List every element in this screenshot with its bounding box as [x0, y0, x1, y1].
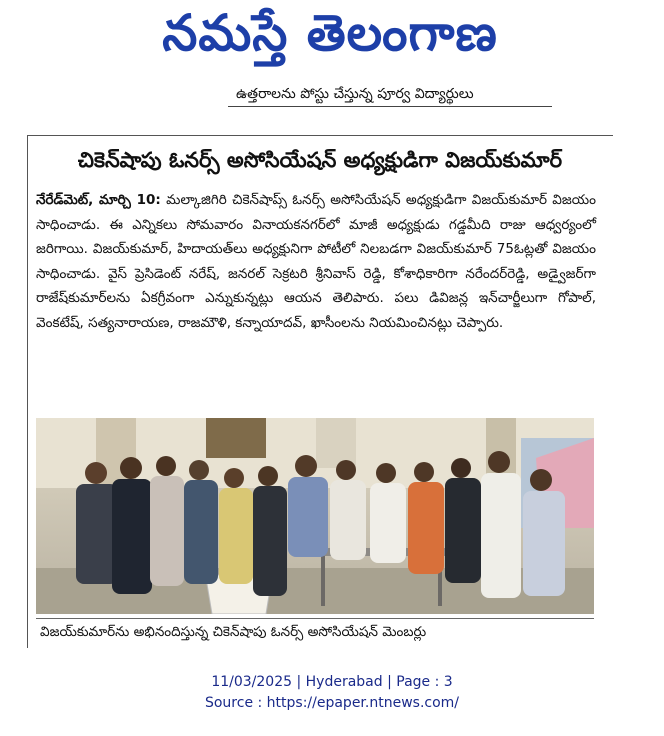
photo-caption: విజయ్‌కుమార్‌ను అభినందిస్తున్న చికెన్‌షాపు ఓనర్స్ అసోసియేషన్ మెంబర్లు: [40, 624, 427, 640]
footer-source-line: Source : https://epaper.ntnews.com/: [204, 695, 460, 711]
article-body: [36, 188, 596, 335]
group-photo-illustration: [36, 418, 594, 614]
footer: [0, 672, 664, 714]
masthead: [60, 3, 600, 70]
article-paragraph: మల్కాజిగిరి చికెన్‌షాప్స్ ఓనర్స్ అసోసియేషన్ అధ్యక్షుడిగా విజయ్‌కుమార్ విజయం సాధించాడు. ఈ ఎన్నికలు సోమవారం వినాయకనగర్‌లో మాజీ అధ్యక్షుడు గడ్డమీది రాజు ఆధ్వర్యంలో జరిగాయి. విజయ్‌కుమార్, హిదాయత్‌లు అధ్యక్షునిగా పోటీలో నిలబడగా విజయ్‌కుమార్ 75ఓట్లతో విజయం సాధించాడు. వైస్ ప్రెసిడెంట్ నరేష్, జనరల్ సెక్రటరి శ్రీనివాస్ రెడ్డి, కోశాధికారిగా నరేందర్‌రెడ్డి, అడ్వైజర్‌గా రాజేష్‌కుమార్‌లను ఏకగ్రీవంగా ఎన్నుకున్నట్లు ఆయన తెలిపారు. పలు డివిజన్ల ఇన్‌చార్జీలుగా గోపాల్, వెంకటేష్, సత్యనారాయణ, రాజమౌళి, కన్నాయాదవ్, ఖాసీంలను నియమించినట్లు చెప్పారు.: [36, 192, 596, 331]
caption-rule: [36, 618, 594, 619]
article-dateline: నేరేడ్‌మెట్, మార్చి 10:: [36, 192, 161, 208]
subheading-rule: [228, 106, 552, 107]
subheading: ఉత్తరాలను పోస్టు చేస్తున్న పూర్వ విద్యార్థులు: [236, 86, 474, 102]
article-photo: [36, 418, 594, 614]
footer-date-line: 11/03/2025 | Hyderabad | Page : 3: [211, 674, 453, 690]
masthead-title: నమస్తే తెలంగాణ: [162, 3, 498, 62]
article-headline: చికెన్‌షాపు ఓనర్స్ అసోసియేషన్ అధ్యక్షుడిగా విజయ్‌కుమార్: [77, 148, 563, 172]
